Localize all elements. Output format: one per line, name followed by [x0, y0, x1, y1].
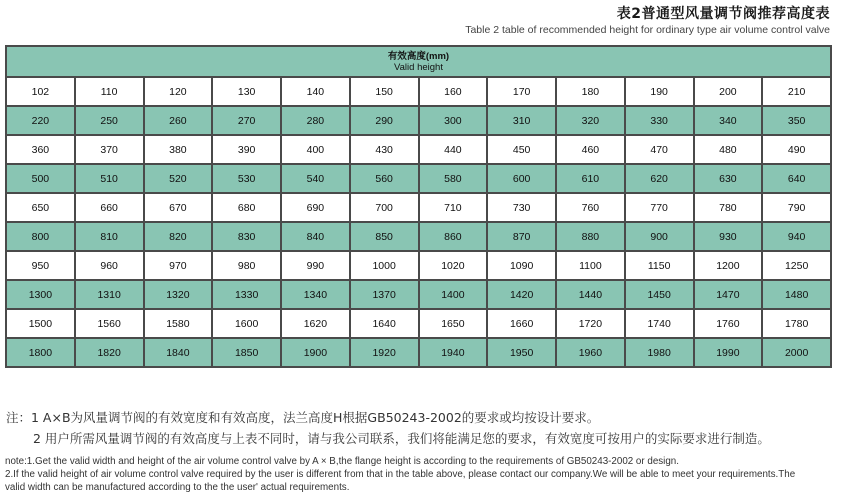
- height-cell: 1940: [419, 338, 488, 367]
- height-cell: 400: [281, 135, 350, 164]
- height-cell: 620: [625, 164, 694, 193]
- height-cell: 560: [350, 164, 419, 193]
- height-cell: 1600: [212, 309, 281, 338]
- height-cell: 102: [6, 77, 75, 106]
- height-cell: 430: [350, 135, 419, 164]
- table-row: [6, 222, 831, 251]
- height-cell: 490: [762, 135, 831, 164]
- table-row: [6, 135, 831, 164]
- height-cell: 950: [6, 251, 75, 280]
- height-cell: 1420: [487, 280, 556, 309]
- height-cell: 1840: [144, 338, 213, 367]
- height-cell: 670: [144, 193, 213, 222]
- height-cell: 1450: [625, 280, 694, 309]
- height-cell: 1000: [350, 251, 419, 280]
- height-cell: 540: [281, 164, 350, 193]
- height-cell: 280: [281, 106, 350, 135]
- height-cell: 1780: [762, 309, 831, 338]
- height-cell: 1900: [281, 338, 350, 367]
- height-cell: 1850: [212, 338, 281, 367]
- table-row: [6, 193, 831, 222]
- notes-en: [5, 455, 845, 494]
- height-cell: 850: [350, 222, 419, 251]
- header-label-en: Valid height: [394, 61, 443, 73]
- height-cell: 660: [75, 193, 144, 222]
- height-cell: 1340: [281, 280, 350, 309]
- height-cell: 1960: [556, 338, 625, 367]
- height-cell: 800: [6, 222, 75, 251]
- height-cell: 330: [625, 106, 694, 135]
- height-cell: 1320: [144, 280, 213, 309]
- height-cell: 980: [212, 251, 281, 280]
- height-cell: 1820: [75, 338, 144, 367]
- height-cell: 830: [212, 222, 281, 251]
- height-cell: 960: [75, 251, 144, 280]
- height-cell: 1660: [487, 309, 556, 338]
- height-cell: 1300: [6, 280, 75, 309]
- height-cell: 880: [556, 222, 625, 251]
- height-cell: 500: [6, 164, 75, 193]
- height-cell: 110: [75, 77, 144, 106]
- table-row: [6, 309, 831, 338]
- table-header-row: [6, 46, 831, 77]
- height-cell: 1620: [281, 309, 350, 338]
- height-cell: 1090: [487, 251, 556, 280]
- height-cell: 630: [694, 164, 763, 193]
- height-cell: 520: [144, 164, 213, 193]
- height-cell: 470: [625, 135, 694, 164]
- height-cell: 300: [419, 106, 488, 135]
- height-cell: 120: [144, 77, 213, 106]
- height-cell: 760: [556, 193, 625, 222]
- height-cell: 600: [487, 164, 556, 193]
- height-cell: 320: [556, 106, 625, 135]
- height-cell: 1370: [350, 280, 419, 309]
- height-cell: 710: [419, 193, 488, 222]
- height-cell: 700: [350, 193, 419, 222]
- height-cell: 610: [556, 164, 625, 193]
- table-row: [6, 280, 831, 309]
- height-cell: 1580: [144, 309, 213, 338]
- table-row: [6, 77, 831, 106]
- height-cell: 1980: [625, 338, 694, 367]
- height-cell: 580: [419, 164, 488, 193]
- height-cell: 860: [419, 222, 488, 251]
- height-cell: 940: [762, 222, 831, 251]
- height-cell: 220: [6, 106, 75, 135]
- height-cell: 640: [762, 164, 831, 193]
- table-row: [6, 338, 831, 367]
- height-cell: 1440: [556, 280, 625, 309]
- height-cell: 1480: [762, 280, 831, 309]
- height-cell: 820: [144, 222, 213, 251]
- height-cell: 650: [6, 193, 75, 222]
- height-cell: 460: [556, 135, 625, 164]
- height-cell: 1640: [350, 309, 419, 338]
- table-title-en: Table 2 table of recommended height for ordinary type air volume control valve: [465, 24, 830, 36]
- table-row: [6, 251, 831, 280]
- height-cell: 380: [144, 135, 213, 164]
- height-cell: 780: [694, 193, 763, 222]
- height-cell: 530: [212, 164, 281, 193]
- height-cell: 840: [281, 222, 350, 251]
- height-cell: 370: [75, 135, 144, 164]
- height-cell: 340: [694, 106, 763, 135]
- height-cell: 930: [694, 222, 763, 251]
- height-cell: 810: [75, 222, 144, 251]
- height-cell: 390: [212, 135, 281, 164]
- height-cell: 190: [625, 77, 694, 106]
- height-cell: 1470: [694, 280, 763, 309]
- height-cell: 1500: [6, 309, 75, 338]
- height-cell: 1200: [694, 251, 763, 280]
- height-cell: 1310: [75, 280, 144, 309]
- height-cell: 1760: [694, 309, 763, 338]
- height-cell: 730: [487, 193, 556, 222]
- note-cn-line-2: 2 用户所需风量调节阀的有效高度与上表不同时，请与我公司联系，我们将能满足您的要求，有效宽度可按用户的实际要求进行制造。: [33, 431, 770, 446]
- height-cell: 1920: [350, 338, 419, 367]
- height-cell: 450: [487, 135, 556, 164]
- height-cell: 360: [6, 135, 75, 164]
- height-cell: 480: [694, 135, 763, 164]
- height-cell: 1330: [212, 280, 281, 309]
- height-cell: 900: [625, 222, 694, 251]
- height-cell: 770: [625, 193, 694, 222]
- height-cell: 1650: [419, 309, 488, 338]
- notes-cn: [6, 407, 770, 449]
- height-cell: 160: [419, 77, 488, 106]
- height-cell: 790: [762, 193, 831, 222]
- height-cell: 970: [144, 251, 213, 280]
- height-cell: 150: [350, 77, 419, 106]
- height-cell: 290: [350, 106, 419, 135]
- note-cn-line-1: 注：1 A×B为风量调节阀的有效宽度和有效高度，法兰高度H根据GB50243-2002的要求或均按设计要求。: [6, 410, 600, 425]
- height-cell: 1720: [556, 309, 625, 338]
- height-cell: 250: [75, 106, 144, 135]
- height-cell: 260: [144, 106, 213, 135]
- header-cell: [6, 46, 831, 77]
- height-cell: 680: [212, 193, 281, 222]
- height-cell: 350: [762, 106, 831, 135]
- height-cell: 690: [281, 193, 350, 222]
- height-cell: 2000: [762, 338, 831, 367]
- height-cell: 1400: [419, 280, 488, 309]
- height-cell: 1950: [487, 338, 556, 367]
- height-cell: 1150: [625, 251, 694, 280]
- height-cell: 200: [694, 77, 763, 106]
- table-row: [6, 164, 831, 193]
- height-cell: 510: [75, 164, 144, 193]
- height-cell: 1560: [75, 309, 144, 338]
- height-cell: 1990: [694, 338, 763, 367]
- height-cell: 990: [281, 251, 350, 280]
- table-row: [6, 106, 831, 135]
- height-cell: 130: [212, 77, 281, 106]
- height-cell: 180: [556, 77, 625, 106]
- header-label-cn: 有效高度(mm): [387, 50, 450, 62]
- height-cell: 1100: [556, 251, 625, 280]
- height-cell: 440: [419, 135, 488, 164]
- height-cell: 270: [212, 106, 281, 135]
- height-cell: 1800: [6, 338, 75, 367]
- height-cell: 210: [762, 77, 831, 106]
- note-en-line-1: note:1.Get the valid width and height of the air volume control valve by A × B,the flange height is according to the requirements of GB50243-2002 or design.: [5, 456, 679, 467]
- height-cell: 310: [487, 106, 556, 135]
- height-cell: 870: [487, 222, 556, 251]
- note-en-line-2: 2.If the valid height of air volume control valve required by the user is different from that in the table above, please contact our company.We will be able to meet your requirements.The: [5, 469, 796, 480]
- recommended-height-table: [5, 45, 832, 368]
- height-cell: 170: [487, 77, 556, 106]
- table-title-cn: 表2普通型风量调节阀推荐高度表: [616, 6, 830, 22]
- height-cell: 1020: [419, 251, 488, 280]
- height-cell: 1250: [762, 251, 831, 280]
- height-cell: 140: [281, 77, 350, 106]
- height-cell: 1740: [625, 309, 694, 338]
- note-en-line-3: valid width can be manufactured according to the the user' actual requirements.: [5, 482, 350, 493]
